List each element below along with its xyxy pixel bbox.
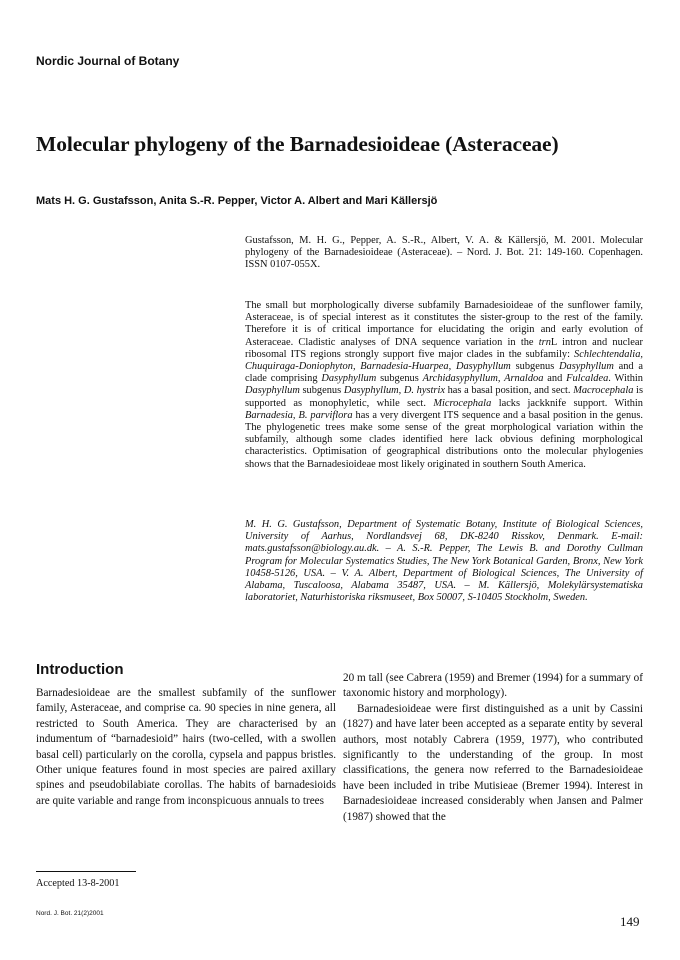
abstract-text: subgenus [299, 385, 344, 397]
abstract-taxon: Dasyphyllum [559, 361, 614, 373]
footnote-rule [36, 871, 136, 872]
abstract-taxon: Microcephala [433, 397, 492, 409]
abstract-text: . Within [608, 373, 643, 385]
section-heading: Introduction [36, 661, 124, 678]
journal-name: Nordic Journal of Botany [36, 54, 180, 68]
abstract [245, 300, 643, 471]
intro-paragraph: 20 m tall (see Cabrera (1959) and Bremer (1994) for a summary of taxonomic history and morphology). [343, 672, 643, 700]
abstract-taxon: Schlechtendalia, Chuquiraga-Doniophyton, Barnadesia-Huarpea, Dasyphyllum [245, 348, 643, 373]
page-number: 149 [620, 914, 640, 929]
abstract-taxon: Macrocephala [573, 385, 634, 397]
abstract-taxon: Dasyphyllum [245, 385, 300, 397]
abstract-taxon: Dasyphyllum [321, 373, 377, 385]
author-list: Mats H. G. Gustafsson, Anita S.-R. Pepper, Victor A. Albert and Mari Källersjö [36, 195, 438, 207]
intro-paragraph: Barnadesioideae were first distinguished as a unit by Cassini (1827) and have later been accepted as a separate entity by several authors, most notably Cabrera (1959, 1977), who contributed significantly to the understanding of the group. In most classifications, the genera now referred to the Barnadesioideae have been included in tribe Mutisieae (Bremer 1994). Interest in Barnadesioideae increased considerably when Jansen and Palmer (1987) showed that the [343, 702, 643, 823]
abstract-term: trn [538, 336, 551, 348]
abstract-text: subgenus [376, 373, 423, 385]
accepted-date: Accepted 13-8-2001 [36, 878, 120, 889]
abstract-text: subgenus [510, 361, 560, 373]
article-title: Molecular phylogeny of the Barnadesioideae (Asteraceae) [36, 132, 559, 156]
abstract-text: and a clade comprising [245, 361, 643, 385]
abstract-text: The small but morphologically diverse subfamily Barnadesioideae of the sunflower family, Asteraceae, is of special interest as it constitutes the sister-group to the rest of the family. Therefore it is of critical importance for elucidating the origin and early evolution of Asteraceae. Cladistic analyses of DNA sequence variation in the [245, 300, 643, 348]
citation: Gustafsson, M. H. G., Pepper, A. S.-R., Albert, V. A. & Källersjö, M. 2001. Molecular phylogeny of the Barnadesioideae (Asteraceae). – Nord. J. Bot. 21: 149-160. Copenhagen. ISSN 0107-055X. [245, 235, 643, 271]
abstract-taxon: Dasyphyllum, D. hystrix [343, 385, 445, 397]
abstract-taxon: Archidasyphyllum, Arnaldoa [422, 373, 544, 385]
abstract-taxon: Barnadesia, B. parviflora [245, 409, 353, 421]
abstract-text: is supported as monophyletic, while sect. [245, 385, 643, 409]
author-addresses: M. H. G. Gustafsson, Department of Systematic Botany, Institute of Biological Sciences, University of Aarhus, Nordlandsvej 68, DK-8240 Risskov, Denmark. E-mail: mats.gustafsson@biology.au.dk. – A. S.-R. Pepper, The Lewis B. and Dorothy Cullman Program for Molecular Systematics Studies, The New York Botanical Garden, Bronx, New York 10458-5126, USA. – V. A. Albert, Department of Biological Sciences, The University of Alabama, Tuscaloosa, Alabama 35487, USA. – M. Källersjö, Molekylärsystematiska laboratoriet, Naturhistoriska riksmuseet, Box 50007, S-10405 Stockholm, Sweden. [245, 519, 643, 604]
intro-left-column: Barnadesioideae are the smallest subfamily of the sunflower family, Asteraceae, and comprise ca. 90 species in nine genera, all restricted to South America. They are characterised by an indumentum of “barnadesioid” hairs (two-celled, with a swollen basal cell) particularly on the corolla, cypsela and pappus bristles. Other unique features found in most species are paired axillary spines and pseudobilabiate corollas. The habits of barnadesioids are quite variable and range from inconspicuous annuals to trees [36, 687, 336, 807]
abstract-text: has a very divergent ITS sequence and a basal position in the genus. The phylogenetic trees make some sense of the great morphological variation within the subfamily, although some clades identified here lack obvious defining morphological characteristics. Optimisation of geographical distributions onto the molecular phylogenies shows that the Barnadesioideae most likely originated in southern South America. [245, 409, 643, 470]
intro-right-column [343, 671, 643, 825]
abstract-taxon: Fulcaldea [566, 373, 609, 385]
abstract-text: has a basal position, and sect. [444, 385, 574, 397]
abstract-text: and [543, 373, 567, 385]
abstract-text: intron and nuclear ribosomal ITS regions strongly support five major clades in the subfamily: [245, 336, 643, 360]
abstract-text: L [550, 336, 557, 348]
footer-journal-ref: Nord. J. Bot. 21(2)2001 [36, 910, 104, 917]
abstract-text: lacks jackknife support. Within [491, 397, 644, 409]
